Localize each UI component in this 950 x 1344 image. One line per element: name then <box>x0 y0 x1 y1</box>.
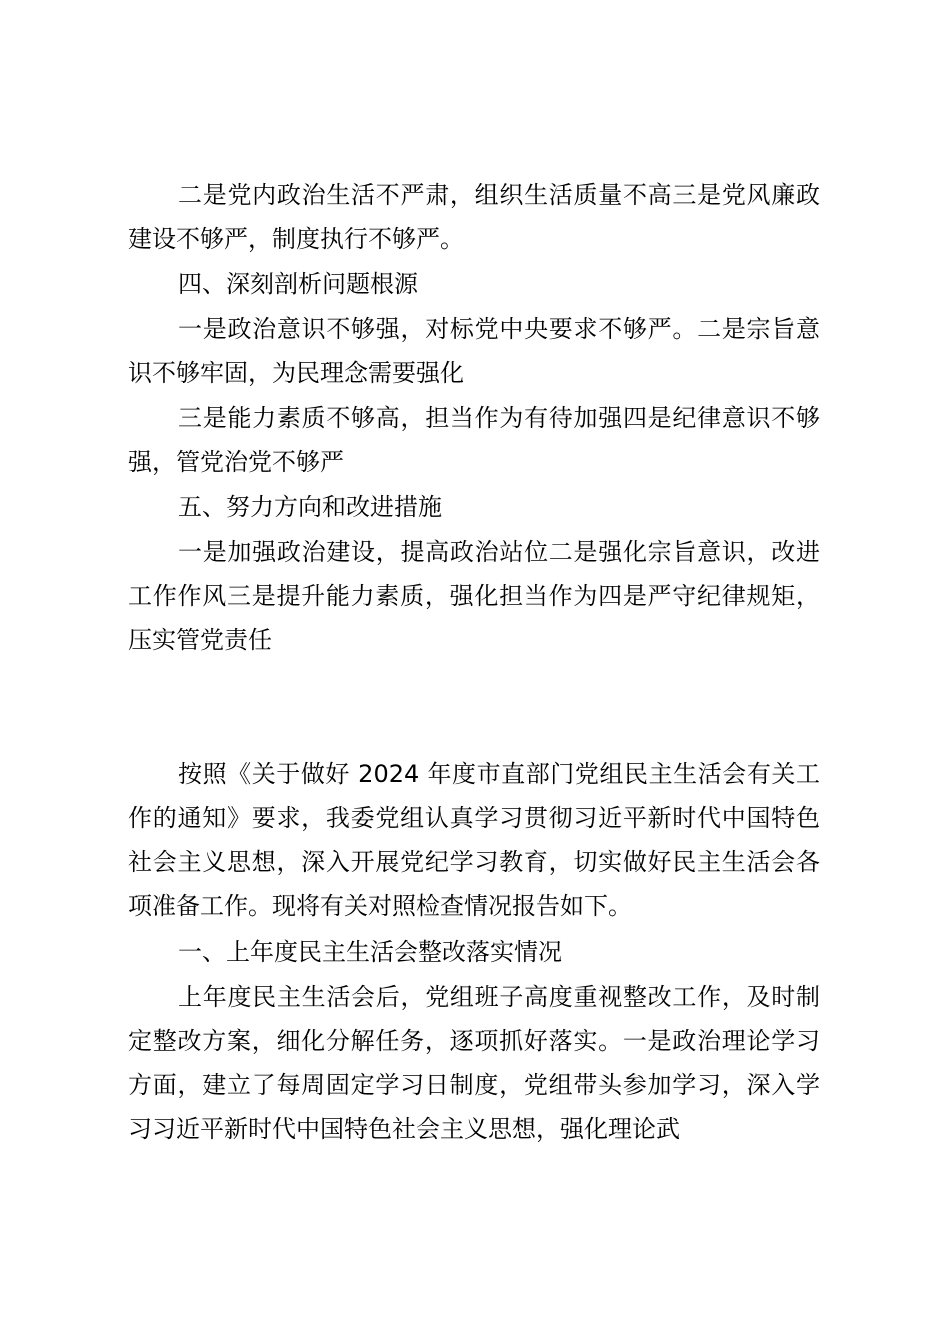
section-heading-5: 五、努力方向和改进措施 <box>178 493 442 521</box>
paragraph-1: 二是党内政治生活不严肃，组织生活质量不高三是党风廉政建设不够严，制度执行不够严。 <box>128 181 820 253</box>
paragraph-intro: 按照《关于做好 2024 年度市直部门党组民主生活会有关工作的通知》要求，我委党组认真学习贯彻习近平新时代中国特色社会主义思想，深入开展党纪学习教育，切实做好民主生活会各项准备工作。现将有关对照检查情况报告如下。 <box>128 760 820 920</box>
section-heading-4: 四、深刻剖析问题根源 <box>178 270 418 298</box>
section-heading-1: 一、上年度民主生活会整改落实情况 <box>178 938 562 966</box>
paragraph-3: 三是能力素质不够高，担当作为有待加强四是纪律意识不够强，管党治党不够严 <box>128 404 820 476</box>
paragraph-2: 一是政治意识不够强，对标党中央要求不够严。二是宗旨意识不够牢固，为民理念需要强化 <box>128 315 820 387</box>
paragraph-5: 上年度民主生活会后，党组班子高度重视整改工作，及时制定整改方案，细化分解任务，逐项抓好落实。一是政治理论学习方面，建立了每周固定学习日制度，党组带头参加学习，深入学习习近平新时代中国特色社会主义思想，强化理论武 <box>128 983 820 1143</box>
paragraph-4: 一是加强政治建设，提高政治站位二是强化宗旨意识，改进工作作风三是提升能力素质，强化担当作为四是严守纪律规矩，压实管党责任 <box>128 538 820 654</box>
